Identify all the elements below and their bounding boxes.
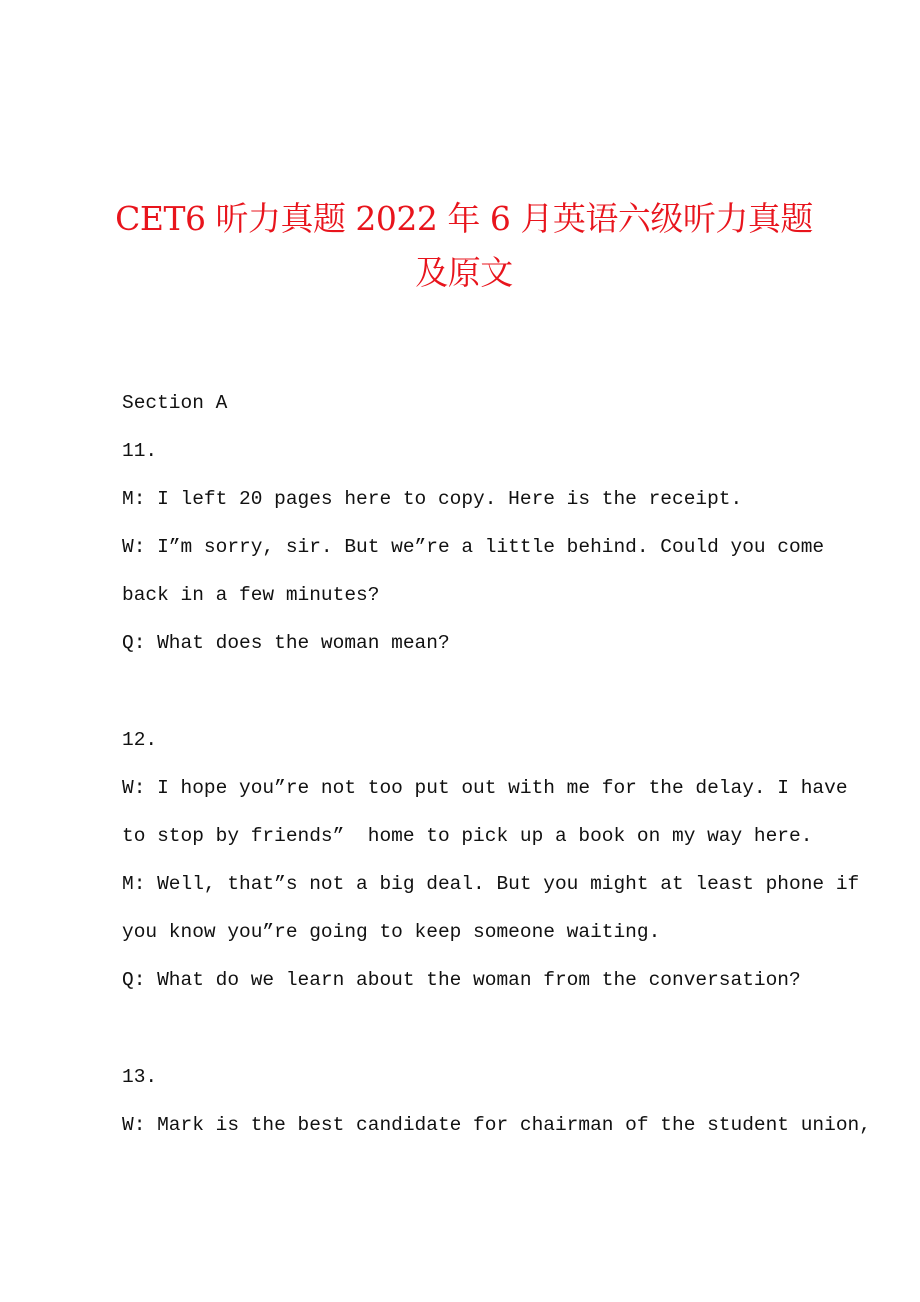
dialogue-line: you know you”re going to keep someone waiting. xyxy=(122,921,661,943)
section-heading: Section A xyxy=(122,392,228,414)
question-line: Q: What do we learn about the woman from the conversation? xyxy=(122,969,801,991)
title-line-1: CET6 听力真题 2022 年 6 月英语六级听力真题 xyxy=(115,199,813,238)
title-line-2: 及原文 xyxy=(415,253,513,292)
document-title xyxy=(100,192,828,300)
dialogue-line: back in a few minutes? xyxy=(122,584,380,606)
item-number: 11. xyxy=(122,440,158,462)
dialogue-line: W: I”m sorry, sir. But we”re a little behind. Could you come xyxy=(122,536,825,558)
dialogue-line: M: Well, that”s not a big deal. But you might at least phone if xyxy=(122,873,860,895)
dialogue-line: to stop by friends” home to pick up a book on my way here. xyxy=(122,825,813,847)
question-line: Q: What does the woman mean? xyxy=(122,632,450,654)
item-number: 13. xyxy=(122,1066,158,1088)
dialogue-line: W: Mark is the best candidate for chairman of the student union, xyxy=(122,1114,871,1136)
dialogue-line: M: I left 20 pages here to copy. Here is the receipt. xyxy=(122,488,743,510)
item-number: 12. xyxy=(122,729,158,751)
dialogue-line: W: I hope you”re not too put out with me for the delay. I have xyxy=(122,777,848,799)
